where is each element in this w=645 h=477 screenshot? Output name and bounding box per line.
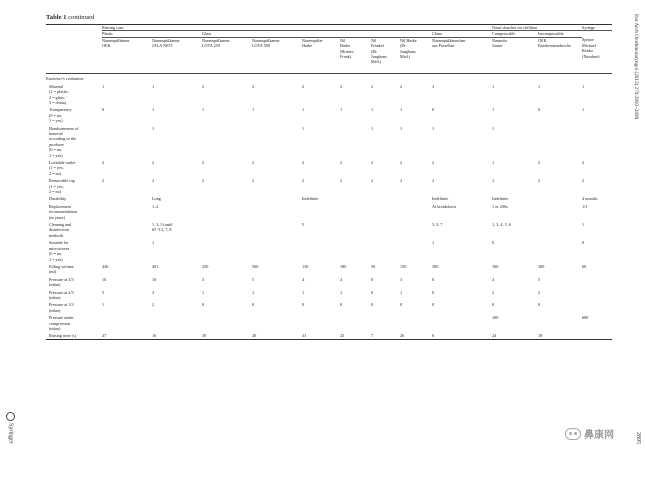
table-cell: 16 (152, 331, 202, 339)
column-header: Nasenspülkanne LOTA 500 (252, 37, 302, 74)
table-cell: 6 (432, 331, 492, 339)
table-cell (340, 220, 371, 238)
page-number: 2895 (635, 432, 641, 444)
section-label: Examiner's evaluation (46, 76, 84, 82)
table-cell: 26 (400, 331, 432, 339)
table-cell (302, 313, 340, 331)
table-cell: 0 (400, 302, 403, 308)
table-cell: 2 (340, 178, 343, 184)
column-header: Nasenspüler Harke (302, 37, 340, 74)
table-cell: 23 (340, 331, 371, 339)
column-header: Nasanita Junior (492, 37, 538, 74)
table-cell: Indefinite (302, 196, 319, 202)
table-cell: 2 (302, 178, 305, 184)
header-compressible: Compressible (492, 31, 538, 37)
table-cell: 1 (582, 222, 585, 228)
row-label: Transparency (0 = no, 1 = yes) (49, 107, 72, 124)
table-cell: 2 (400, 83, 403, 89)
table-cell: 2 (432, 178, 435, 184)
table-row (46, 202, 612, 220)
column-header: Nil Harke (Dr. Junghans Med.) (400, 37, 432, 74)
table-cell (252, 313, 302, 331)
table-cell: 5 (252, 276, 255, 282)
table-row (46, 238, 612, 262)
table-cell: 2 (492, 289, 495, 295)
table-cell (538, 238, 582, 262)
table-cell: 2 (582, 160, 585, 165)
table-cell: 60 (582, 263, 587, 269)
table-cell: 1–2 (152, 203, 159, 209)
table-cell: 50 (371, 263, 376, 269)
table-cell: 2 (538, 178, 541, 184)
table-row (46, 275, 612, 288)
table-cell: 4 (340, 276, 343, 282)
table-cell: 500 (252, 263, 259, 269)
column-header: OEK Kindernasendusche (538, 37, 582, 74)
table-cell (538, 202, 582, 220)
table-cell: 1 (400, 107, 403, 113)
table-cell: 1 (538, 83, 541, 89)
table-cell: 1 (340, 289, 343, 295)
table-cell: 1 (492, 83, 495, 89)
table-cell: 1 (582, 107, 585, 113)
table-cell (152, 313, 202, 331)
table-row (46, 313, 612, 331)
table-cell (252, 202, 302, 220)
table-cell (252, 124, 302, 158)
table-cell: 0 (371, 302, 374, 308)
table-cell: 2 (432, 160, 435, 165)
table-cell: 2 (252, 83, 255, 89)
table-cell: 2 (202, 83, 205, 89)
table-cell (302, 238, 340, 262)
table-cell (371, 220, 400, 238)
table-cell: 2 (202, 178, 205, 184)
table-cell (582, 124, 612, 158)
journal-running-head (633, 14, 639, 119)
table-cell (582, 275, 612, 288)
table-caption (46, 14, 94, 21)
table-cell: 1 (152, 83, 155, 89)
table-cell: 2 (340, 83, 343, 89)
table-cell: 5 (102, 289, 105, 295)
table-cell (400, 194, 432, 201)
table-row (46, 158, 612, 176)
table-cell (102, 194, 152, 201)
table-row (46, 288, 612, 301)
table-cell (202, 220, 252, 238)
row-label: Pressure at 1/3 (mbar) (49, 302, 74, 313)
table-cell: 3, 5, 7 (432, 222, 443, 228)
table-cell (538, 124, 582, 158)
table-cell: 27 (102, 331, 152, 339)
table-cell: 3 (400, 276, 403, 282)
row-label: Rinsing time (s) (46, 331, 102, 339)
table-cell (102, 124, 152, 158)
column-header: Nasenspülkanne LOTA 250 (202, 37, 252, 74)
table-cell: 3 (152, 289, 155, 295)
table-cell: 1, 3, 4, 5, 6 (492, 222, 511, 228)
table-cell: 0 (340, 302, 343, 308)
table-cell: 440 (102, 263, 109, 269)
table-cell: 0 (538, 107, 541, 113)
table-cell: 2 (400, 160, 403, 165)
table-cell: 4 months (582, 196, 598, 202)
table-cell: 150 (400, 263, 407, 269)
table-row (46, 82, 612, 106)
table-cell: 1 (582, 83, 585, 89)
table-cell: 300 (432, 263, 439, 269)
table-cell: 1 (152, 107, 155, 113)
table-cell: 2 (152, 178, 155, 184)
table-cell: 2 (202, 160, 205, 165)
table-cell: 1 (400, 125, 403, 131)
table-cell: 2 (538, 289, 541, 295)
chat-bubble-icon (565, 428, 581, 440)
table-cell: 130 (302, 263, 309, 269)
table-cell: 1 (371, 125, 374, 131)
table-cell (202, 124, 252, 158)
column-header: Nil Fränkel (Dr. Junghans Med.) (371, 37, 400, 74)
table-cell: 1 (371, 107, 374, 113)
table-cell: 1 (400, 289, 403, 295)
table-cell: 250 (202, 263, 209, 269)
table-cell: 1 (432, 125, 435, 131)
springer-logo-icon (6, 412, 15, 421)
table-row (46, 331, 612, 339)
table-cell: 1 (152, 240, 155, 246)
table-cell: 4 (492, 276, 495, 282)
table-cell: 2 (582, 178, 585, 184)
table-cell: 1 (252, 289, 255, 295)
table-cell: 2 (152, 160, 155, 165)
table-cell (302, 202, 340, 220)
table-cell: 2 (102, 160, 105, 165)
column-header: Spritze Michael Renka (Nasalnet) (582, 37, 612, 74)
table-cell: 1 (492, 178, 495, 184)
table-cell: 2 (252, 160, 255, 165)
table-cell (371, 238, 400, 262)
row-label: Replacement recommendation (in years) (49, 203, 78, 220)
row-label: Pressure at 2/3 (mbar) (49, 289, 74, 300)
publisher-name: Springer (7, 423, 14, 444)
table-cell: 30 (202, 331, 252, 339)
table-cell (371, 313, 400, 331)
table-cell: 1 (202, 107, 205, 113)
row-label: Pressure at 3/3 (mbar) (49, 276, 74, 288)
table-row (46, 124, 612, 158)
table-cell: 1 (252, 107, 255, 113)
column-header: Nil Harke (Brünes- Frank) (340, 37, 371, 74)
table-cell: Indefinite (432, 196, 449, 202)
table-caption-suffix: continued (68, 14, 95, 21)
table-cell: 0 (432, 289, 435, 295)
table-cell: 1 (340, 107, 343, 113)
row-label: Lockable outlet (1 = yes; 2 = no) (49, 160, 76, 176)
table-cell: 2 (302, 83, 305, 89)
table-cell: 10 (152, 276, 157, 282)
table-cell: 3 (202, 276, 205, 282)
table-cell (582, 288, 612, 301)
table-cell (340, 194, 371, 201)
table-cell: 180 (340, 263, 347, 269)
column-header: Nasenspülkännchen aus Porzellan (432, 37, 492, 74)
table-cell: 2 (102, 178, 105, 184)
table-cell: Long (152, 196, 161, 202)
table-cell: 4 (302, 276, 305, 282)
table-cell: 1 (492, 107, 495, 113)
table-cell (432, 313, 492, 331)
table-cell (340, 313, 371, 331)
table-cell: 100 (492, 263, 499, 269)
table-cell: 2 (302, 160, 305, 165)
table-cell (400, 202, 432, 220)
table-cell: 20 (252, 331, 302, 339)
table-cell: 1 (152, 125, 155, 131)
table-cell: 1 (302, 125, 305, 131)
table-cell (202, 194, 252, 201)
table-cell: 600 (582, 315, 589, 321)
column-header: Nasenspülkanne OEK (102, 37, 152, 74)
table-cell: 1/3 (582, 203, 588, 209)
table-row (46, 300, 612, 313)
table-cell (252, 194, 302, 201)
table-cell: 1 (202, 289, 205, 295)
header-incompressible: Incompressible (538, 31, 582, 37)
table-cell: 2 (252, 178, 255, 184)
table-cell: 10 (102, 276, 107, 282)
table-cell: 2 (152, 302, 155, 308)
table-cell (582, 331, 612, 339)
table-cell: 2 (340, 160, 343, 165)
table-cell: 5 (538, 276, 541, 282)
table-cell: 401 (152, 263, 159, 269)
table-cell: 0 (371, 289, 374, 295)
row-label: Filling volume (ml) (49, 263, 74, 275)
table-cell (400, 313, 432, 331)
section-row (46, 74, 612, 82)
table-cell: 2 (400, 178, 403, 184)
table-cell: Indefinite (492, 196, 509, 202)
table-cell (538, 194, 582, 201)
table-cell: 1 (492, 160, 495, 165)
table-cell: 2 (371, 160, 374, 165)
table-cell: 3 (432, 83, 435, 89)
table-cell: 33 (302, 331, 340, 339)
header-nasal-douches: Nasal douches for children (492, 25, 582, 31)
row-label: Durability (49, 196, 67, 202)
table-cell: 1 or 200x (492, 203, 509, 209)
row-label: Pressure under compression (mbar) (49, 315, 74, 331)
table-cell: 0 (252, 302, 255, 308)
table-cell (400, 238, 432, 262)
table-cell: 1 (302, 107, 305, 113)
header-plastic: Plastic (102, 31, 202, 37)
watermark-text: 鼻康网 (584, 430, 614, 441)
column-header-row (46, 37, 612, 74)
table-cell: 7 (371, 331, 400, 339)
table-cell (340, 124, 371, 158)
table-cell: 0 (432, 302, 435, 308)
table-cell (102, 202, 152, 220)
table-cell (340, 202, 371, 220)
watermark (565, 426, 614, 441)
table-cell (371, 202, 400, 220)
table-cell (371, 194, 400, 201)
header-rinsing-cans: Rinsing cans (102, 25, 492, 31)
table-cell: 2 (538, 160, 541, 165)
table-cell: 1 (492, 125, 495, 131)
header-syringe: Syringe (582, 25, 612, 31)
publisher-mark (6, 412, 15, 444)
table-cell: 0 (371, 276, 374, 282)
table-cell (202, 313, 252, 331)
table-cell: At breakdown (432, 203, 456, 209)
row-label: Material (1 = plastic, 2 = glass, 3 = china) (49, 83, 69, 105)
table-cell: 5 (302, 222, 305, 228)
table-cell: 0 (302, 302, 305, 308)
table-row (46, 176, 612, 194)
row-label: Suitable for microwaves (0 = no, 1 = yes) (49, 240, 70, 262)
table-cell: 1 (102, 83, 105, 89)
table-cell: 0 (492, 302, 495, 308)
header-glass: Glass (202, 31, 432, 37)
table-cell: 1 (432, 240, 435, 246)
table-cell (102, 238, 152, 262)
table-cell: 0 (582, 240, 585, 246)
table-caption-label: Table 1 (46, 14, 67, 21)
table-row (46, 220, 612, 238)
table-cell (252, 220, 302, 238)
table-cell: 2 (371, 83, 374, 89)
table-cell: 1 (102, 302, 105, 308)
table-cell: 1 (302, 289, 305, 295)
table-cell: 0 (538, 302, 541, 308)
table-cell (202, 202, 252, 220)
journal-citation: Eur Arch Otorhinolaryngol (2013) 270:2893–2899 (633, 14, 639, 120)
table-cell (252, 238, 302, 262)
table-row (46, 262, 612, 275)
table-cell: 18 (538, 331, 582, 339)
table-row (46, 194, 612, 201)
table-cell (400, 220, 432, 238)
row-label: Handsomeness of material according to the producer (0 = no, 1 = yes) (49, 125, 79, 158)
table-cell: 0 (432, 107, 435, 113)
table-cell (102, 313, 152, 331)
row-label: Cleaning and disinfection methods (49, 222, 72, 238)
row-label: Removable cap (1 = yes; 2 = no) (49, 178, 75, 195)
table-cell: 0 (102, 107, 105, 113)
data-table (46, 24, 612, 340)
table-cell: 0 (202, 302, 205, 308)
table-cell: 1, 3, 5 (until 65 °C), 7, 8 (152, 222, 173, 233)
table-cell: 0 (432, 276, 435, 282)
column-header: Nasenspülkanne JALA NETI (152, 37, 202, 74)
table-cell: 100 (492, 315, 499, 321)
table-cell (340, 238, 371, 262)
header-china: China (432, 31, 492, 37)
table-cell: 300 (538, 263, 545, 269)
table-cell: 24 (492, 331, 538, 339)
table-cell (202, 238, 252, 262)
table-cell (102, 220, 152, 238)
table-cell: 0 (492, 240, 495, 246)
table-cell (582, 300, 612, 313)
table-row (46, 105, 612, 123)
table-cell: 2 (371, 178, 374, 184)
table-cell (538, 220, 582, 238)
table-cell (538, 313, 582, 331)
